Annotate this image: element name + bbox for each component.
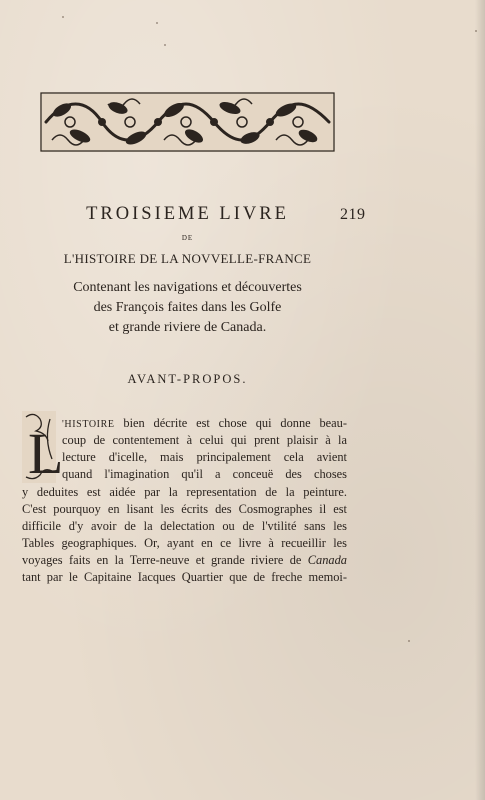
- body-line: [62, 415, 347, 433]
- drop-cap-letter: L: [28, 421, 64, 486]
- book-subtitle: L'HISTOIRE DE LA NOVVELLE-FRANCE: [63, 251, 312, 266]
- headpiece-ornament: [40, 92, 335, 152]
- drop-cap-initial: [22, 411, 64, 486]
- contents-line: Contenant les navigations et découvertes: [73, 280, 302, 295]
- page-number: 219: [340, 206, 366, 223]
- body-line: y deduites est aidée par la representation de la peinture.: [22, 485, 347, 499]
- paper-speck: [62, 16, 64, 18]
- paper-speck: [475, 30, 477, 32]
- book-title: TROISIEME LIVRE: [86, 204, 289, 224]
- first-line-text: bien décrite est chose qui donne beau-: [114, 416, 347, 430]
- body-line: coup de contentement à celui qui prent plaisir à la: [62, 433, 347, 447]
- paper-speck: [164, 44, 166, 46]
- book-contents-summary: [40, 278, 335, 338]
- page-edge-shadow: [475, 0, 485, 800]
- paper-speck: [408, 640, 410, 642]
- body-line: tant par le Capitaine Iacques Quartier que de freche memoi-: [22, 570, 347, 584]
- section-title: AVANT-PROPOS.: [127, 372, 248, 386]
- paper-speck: [156, 22, 158, 24]
- line-text: voyages faits en la Terre-neuve et grande riviere de: [22, 553, 302, 567]
- body-line: C'est pourquoy en lisant les écrits des Cosmographes il est: [22, 502, 347, 516]
- contents-line: des François faites dans les Golfe: [93, 300, 282, 315]
- first-word-smallcaps: 'HISTOIRE: [62, 419, 115, 430]
- body-line: difficile d'y avoir de la delectation ou de l'vtilité sans les: [22, 519, 347, 533]
- body-line: quand l'imagination qu'il a conceuë des choses: [62, 467, 347, 481]
- title-de: DE: [181, 234, 194, 242]
- body-line: [22, 552, 347, 569]
- body-line: Tables geographiques. Or, ayant en ce livre à recueillir les: [22, 536, 347, 550]
- place-name-italic: Canada: [307, 553, 347, 567]
- contents-line: et grande riviere de Canada.: [108, 320, 267, 335]
- body-line: lecture d'icelle, mais principalement cela avient: [62, 450, 347, 464]
